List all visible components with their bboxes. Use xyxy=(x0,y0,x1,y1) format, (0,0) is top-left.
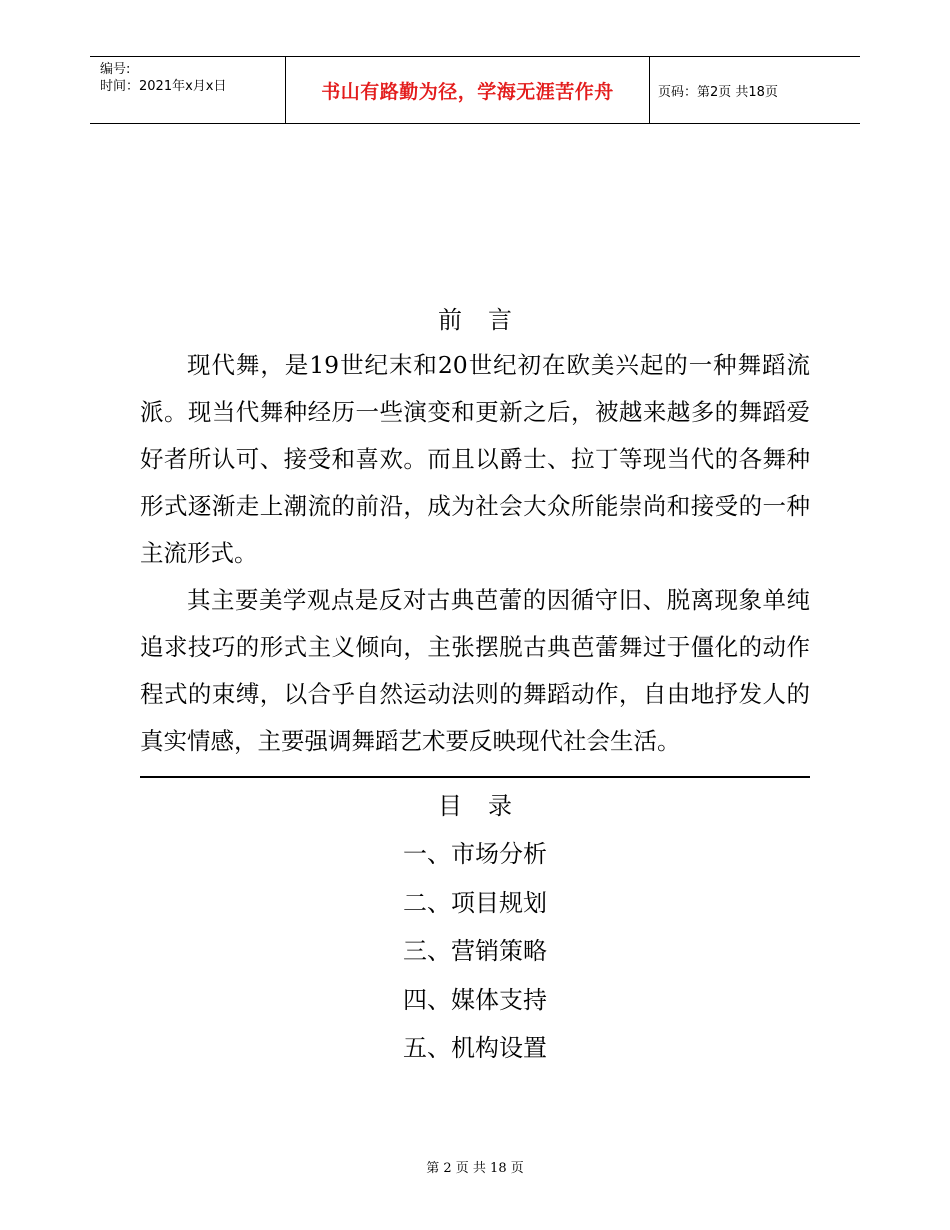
toc-item-marketing-strategy: 三、营销策略 xyxy=(403,937,547,965)
header-motto: 书山有路勤为径，学海无涯苦作舟 xyxy=(286,57,650,123)
preface-title-char-1: 前 xyxy=(438,306,462,334)
toc-item-media-support: 四、媒体支持 xyxy=(403,985,547,1014)
document-header xyxy=(90,56,860,124)
header-meta xyxy=(90,57,286,123)
header-page-info: 页码：第2页 共18页 xyxy=(658,84,778,100)
toc-title xyxy=(0,786,950,821)
time-label: 时间：2021年x月x日 xyxy=(100,79,227,94)
toc-item-project-planning: 二、项目规划 xyxy=(403,888,547,917)
preface-paragraph-1: 现代舞，是19世纪末和20世纪初在欧美兴起的一种舞蹈流派。现当代舞种经历一些演变和更新之后，被越来越多的舞蹈爱好者所认可、接受和喜欢。而且以爵士、拉丁等现当代的各舞种形式逐渐走上潮流的前沿，成为社会大众所能崇尚和接受的一种主流形式。 xyxy=(140,351,810,567)
page-footer: 第 2 页 共 18 页 xyxy=(426,1161,524,1176)
toc-item-market-analysis: 一、市场分析 xyxy=(403,840,547,868)
table-of-contents xyxy=(0,830,950,1073)
preface-title-char-2: 言 xyxy=(488,306,512,334)
toc-title-char-1: 目 xyxy=(438,792,462,820)
section-divider xyxy=(140,776,810,778)
toc-item-organization-setup: 五、机构设置 xyxy=(403,1034,547,1062)
preface-title xyxy=(0,300,950,335)
preface-body xyxy=(140,342,810,765)
preface-paragraph-2: 其主要美学观点是反对古典芭蕾的因循守旧、脱离现象单纯追求技巧的形式主义倾向，主张摆脱古典芭蕾舞过于僵化的动作程式的束缚，以合乎自然运动法则的舞蹈动作，自由地抒发人的真实情感，主要强调舞蹈艺术要反映现代社会生活。 xyxy=(140,586,810,755)
serial-number-label: 编号: xyxy=(100,62,131,77)
toc-title-char-2: 录 xyxy=(488,792,512,820)
